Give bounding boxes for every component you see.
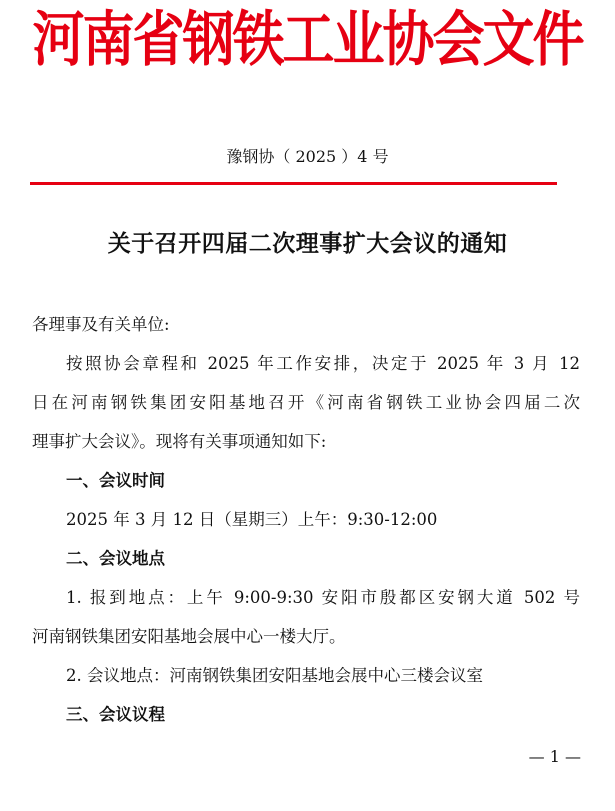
intro-line-1: 按照协会章程和 2025 年工作安排，决定于 2025 年 3 月 12 xyxy=(66,354,580,373)
document-masthead: 河南省钢铁工业协会文件 xyxy=(32,4,583,76)
notice-title: 关于召开四届二次理事扩大会议的通知 xyxy=(107,230,508,257)
intro-line-2: 日在河南钢铁集团安阳基地召开《河南省钢铁工业协会四届二次 xyxy=(32,393,580,412)
section-heading-agenda: 三、会议议程 xyxy=(66,705,165,724)
meeting-venue-text: 2. 会议地点：河南钢铁集团安阳基地会展中心三楼会议室 xyxy=(66,666,483,685)
red-divider-line xyxy=(30,182,557,185)
intro-line-3: 理事扩大会议》。现将有关事项通知如下: xyxy=(32,432,327,451)
section-heading-location: 二、会议地点 xyxy=(66,549,165,568)
meeting-time-text: 2025 年 3 月 12 日（星期三）上午：9:30-12:00 xyxy=(66,510,438,529)
salutation: 各理事及有关单位: xyxy=(32,315,170,334)
document-number: 豫钢协（ 2025 ）4 号 xyxy=(226,147,389,166)
section-heading-time: 一、会议时间 xyxy=(66,471,165,490)
registration-location-line-1: 1. 报到地点：上午 9:00-9:30 安阳市殷都区安钢大道 502 号 xyxy=(66,588,580,607)
page-number: — 1 — xyxy=(528,747,581,766)
registration-location-line-2: 河南钢铁集团安阳基地会展中心一楼大厅。 xyxy=(32,627,346,646)
